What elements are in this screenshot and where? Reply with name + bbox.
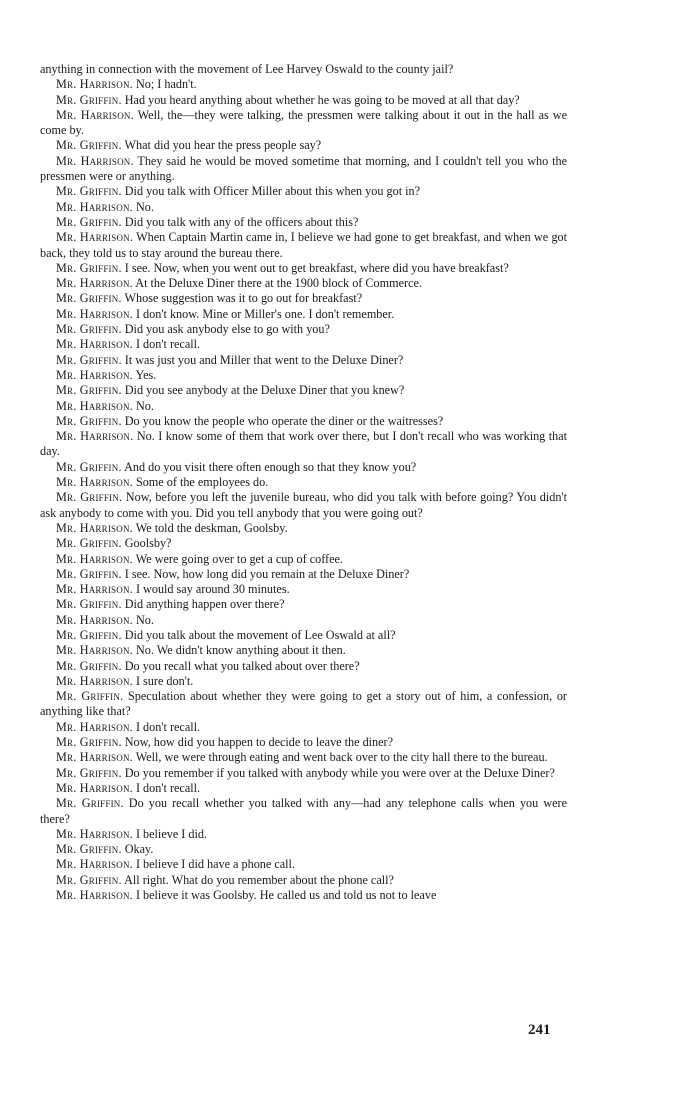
transcript-paragraph — [40, 307, 567, 322]
speaker-name: Mr. Griffin. — [56, 459, 122, 474]
speaker-name: Mr. Harrison. — [56, 475, 133, 490]
transcript-paragraph — [40, 77, 567, 92]
speech-text: Do you recall whether you talked with any—had any telephone calls when you were there? — [40, 796, 567, 826]
transcript-paragraph — [40, 414, 567, 429]
transcript-paragraph — [40, 261, 567, 276]
transcript-paragraph — [40, 659, 567, 674]
transcript-paragraph — [40, 399, 567, 414]
transcript-paragraph — [40, 215, 567, 230]
speaker-name: Mr. Harrison. — [56, 826, 133, 841]
transcript-paragraph — [40, 827, 567, 842]
speech-text: At the Deluxe Diner there at the 1900 block of Commerce. — [135, 276, 422, 291]
speech-text: Some of the employees do. — [135, 475, 269, 490]
speaker-name: Mr. Harrison. — [56, 719, 133, 734]
speech-text: Well, we were through eating and went back over to the city hall there to the bureau. — [135, 750, 548, 765]
transcript-paragraph — [40, 490, 567, 521]
speech-text: Did you talk about the movement of Lee Oswald at all? — [124, 627, 396, 642]
speech-text: All right. What do you remember about the phone call? — [124, 872, 394, 887]
speech-text: No. — [135, 612, 154, 627]
speaker-name: Mr. Griffin. — [56, 383, 122, 398]
transcript-paragraph — [40, 154, 567, 185]
transcript-paragraph — [40, 720, 567, 735]
speech-text: Whose suggestion was it to go out for breakfast? — [124, 291, 363, 306]
speaker-name: Mr. Harrison. — [56, 673, 133, 688]
speech-text: Did you ask anybody else to go with you? — [124, 322, 330, 337]
transcript-paragraph — [40, 475, 567, 490]
transcript-paragraph — [40, 93, 567, 108]
speech-text: I don't recall. — [135, 780, 201, 795]
speaker-name: Mr. Griffin. — [56, 352, 122, 367]
speaker-name: Mr. Griffin. — [56, 597, 122, 612]
transcript-paragraph — [40, 781, 567, 796]
speaker-name: Mr. Griffin. — [56, 689, 124, 704]
transcript-paragraph — [40, 857, 567, 872]
transcript-paragraph — [40, 138, 567, 153]
speaker-name: Mr. Griffin. — [56, 735, 122, 750]
speaker-name: Mr. Harrison. — [56, 337, 133, 352]
speaker-name: Mr. Harrison. — [56, 857, 133, 872]
speech-text: Do you recall what you talked about over there? — [124, 658, 360, 673]
transcript-paragraph — [40, 689, 567, 720]
speech-text: When Captain Martin came in, I believe we had gone to get breakfast, and when we got back, they told us to stay around the bureau there. — [40, 230, 568, 260]
speech-text: No. — [135, 199, 154, 214]
speech-text: It was just you and Miller that went to the Deluxe Diner? — [124, 352, 404, 367]
speech-text: Do you know the people who operate the diner or the waitresses? — [124, 413, 444, 428]
transcript-paragraph — [40, 643, 567, 658]
transcript-paragraph — [40, 567, 567, 582]
transcript-paragraph — [40, 674, 567, 689]
transcript-paragraph — [40, 613, 567, 628]
transcript-paragraph — [40, 873, 567, 888]
speech-text: Did you see anybody at the Deluxe Diner that you knew? — [124, 383, 405, 398]
speech-text: No. I know some of them that work over there, but I don't recall who was working that day. — [40, 429, 568, 459]
speech-text: No. — [135, 398, 154, 413]
speaker-name: Mr. Griffin. — [56, 796, 124, 811]
speaker-name: Mr. Griffin. — [56, 291, 122, 306]
speaker-name: Mr. Harrison. — [56, 780, 133, 795]
speaker-name: Mr. Harrison. — [56, 306, 133, 321]
speaker-name: Mr. Harrison. — [56, 582, 133, 597]
speaker-name: Mr. Harrison. — [56, 750, 133, 765]
speech-text: Had you heard anything about whether he was going to be moved at all that day? — [124, 92, 520, 107]
transcript-paragraph — [40, 429, 567, 460]
speaker-name: Mr. Harrison. — [56, 276, 133, 291]
speaker-name: Mr. Griffin. — [56, 566, 122, 581]
speaker-name: Mr. Harrison. — [56, 107, 134, 122]
speaker-name: Mr. Griffin. — [56, 184, 122, 199]
speech-text: And do you visit there often enough so that they know you? — [124, 459, 417, 474]
speaker-name: Mr. Griffin. — [56, 842, 122, 857]
transcript-paragraph — [40, 597, 567, 612]
speaker-name: Mr. Griffin. — [56, 260, 122, 275]
speaker-name: Mr. Harrison. — [56, 429, 134, 444]
speaker-name: Mr. Harrison. — [56, 77, 133, 92]
transcript-paragraph — [40, 108, 567, 139]
transcript-paragraph — [40, 62, 567, 77]
speech-text: Did you talk with any of the officers about this? — [124, 214, 359, 229]
transcript-paragraph — [40, 582, 567, 597]
transcript-paragraph — [40, 796, 567, 827]
speech-text: I believe I did. — [135, 826, 208, 841]
speaker-name: Mr. Griffin. — [56, 536, 122, 551]
speech-text: I would say around 30 minutes. — [135, 582, 290, 597]
speech-text: No. We didn't know anything about it then. — [135, 643, 346, 658]
transcript-paragraph — [40, 536, 567, 551]
speech-text: They said he would be moved sometime that morning, and I couldn't tell you who the pressmen were or anything. — [40, 153, 568, 184]
speaker-name: Mr. Griffin. — [56, 92, 122, 107]
speaker-name: Mr. Griffin. — [56, 627, 122, 642]
speech-text: I believe it was Goolsby. He called us and told us not to leave — [135, 888, 437, 903]
transcript-paragraph — [40, 322, 567, 337]
speech-text: Now, before you left the juvenile bureau, who did you talk with before going? You didn't ask anybody to come with you. Did you tell anybody that you were going out? — [40, 490, 567, 520]
speech-text: I don't know. Mine or Miller's one. I don't remember. — [135, 306, 395, 321]
speaker-name: Mr. Harrison. — [56, 230, 134, 245]
speaker-name: Mr. Harrison. — [56, 888, 133, 903]
speaker-name: Mr. Harrison. — [56, 199, 133, 214]
transcript-paragraph — [40, 200, 567, 215]
speaker-name: Mr. Harrison. — [56, 367, 133, 382]
transcript-paragraph — [40, 750, 567, 765]
speech-text: Did anything happen over there? — [124, 597, 285, 612]
speech-text: I believe I did have a phone call. — [135, 857, 295, 872]
transcript-paragraph — [40, 735, 567, 750]
transcript-paragraph — [40, 628, 567, 643]
speech-text: Speculation about whether they were going to get a story out of him, a confession, or anything like that? — [40, 689, 567, 719]
speech-text: I don't recall. — [135, 719, 201, 734]
speech-text: Yes. — [135, 367, 157, 382]
transcript-paragraph — [40, 184, 567, 199]
speech-text: We were going over to get a cup of coffee. — [135, 551, 343, 566]
transcript-paragraph — [40, 383, 567, 398]
transcript-paragraph — [40, 552, 567, 567]
transcript-paragraph — [40, 521, 567, 536]
speaker-name: Mr. Griffin. — [56, 214, 122, 229]
transcript-paragraph — [40, 368, 567, 383]
transcript-page — [40, 62, 567, 903]
speaker-name: Mr. Griffin. — [56, 413, 122, 428]
speech-text: Did you talk with Officer Miller about this when you got in? — [124, 184, 421, 199]
speech-text: We told the deskman, Goolsby. — [135, 520, 288, 535]
speaker-name: Mr. Harrison. — [56, 612, 133, 627]
speaker-name: Mr. Griffin. — [56, 872, 122, 887]
transcript-paragraph — [40, 460, 567, 475]
speech-text: I see. Now, when you went out to get breakfast, where did you have breakfast? — [124, 260, 509, 275]
transcript-paragraph — [40, 291, 567, 306]
speaker-name: Mr. Harrison. — [56, 551, 133, 566]
transcript-paragraph — [40, 766, 567, 781]
speaker-name: Mr. Griffin. — [56, 658, 122, 673]
page-number: 241 — [528, 1022, 551, 1038]
transcript-paragraph — [40, 888, 567, 903]
speaker-name: Mr. Griffin. — [56, 138, 122, 153]
speech-text: I don't recall. — [135, 337, 201, 352]
speaker-name: Mr. Harrison. — [56, 520, 133, 535]
transcript-paragraph — [40, 230, 567, 261]
speaker-name: Mr. Griffin. — [56, 322, 122, 337]
speech-text: Now, how did you happen to decide to leave the diner? — [124, 735, 394, 750]
speaker-name: Mr. Harrison. — [56, 643, 133, 658]
speech-text: No; I hadn't. — [135, 77, 197, 92]
speech-text: Do you remember if you talked with anybody while you were over at the Deluxe Diner? — [124, 765, 555, 780]
speaker-name: Mr. Griffin. — [56, 490, 123, 505]
speech-text: Goolsby? — [124, 536, 172, 551]
speaker-name: Mr. Harrison. — [56, 153, 134, 168]
speech-text: I sure don't. — [135, 673, 194, 688]
transcript-paragraph — [40, 337, 567, 352]
transcript-paragraph — [40, 353, 567, 368]
speaker-name: Mr. Griffin. — [56, 765, 122, 780]
speech-text: I see. Now, how long did you remain at the Deluxe Diner? — [124, 566, 410, 581]
speech-text: Okay. — [124, 842, 154, 857]
speech-text: Well, the—they were talking, the pressmen were talking about it out in the hall as we come by. — [40, 107, 568, 138]
transcript-paragraph — [40, 842, 567, 857]
speech-text: anything in connection with the movement of Lee Harvey Oswald to the county jail? — [40, 62, 454, 76]
speech-text: What did you hear the press people say? — [124, 138, 322, 153]
transcript-paragraph — [40, 276, 567, 291]
speaker-name: Mr. Harrison. — [56, 398, 133, 413]
